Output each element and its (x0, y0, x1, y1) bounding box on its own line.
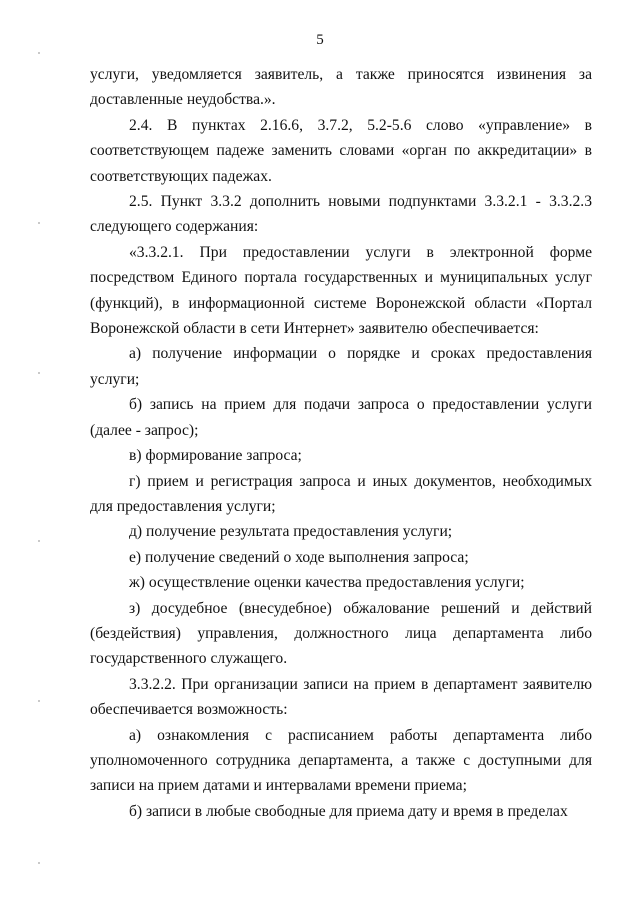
list-item-g: г) прием и регистрация запроса и иных документов, необходимых для предоставления услуги; (90, 472, 592, 515)
paragraph-3-3-2-2: 3.3.2.2. При организации записи на прием в департамент заявителю обеспечивается возможность: (90, 675, 592, 719)
list-item-v: в) формирование запроса; (129, 447, 302, 465)
scan-mark (38, 222, 40, 224)
scan-mark (38, 52, 40, 54)
document-body (90, 62, 592, 824)
list-item-b: б) запись на прием для подачи запроса о предоставлении услуги (далее - запрос); (90, 396, 592, 439)
list-item-e: е) получение сведений о ходе выполнения запроса; (129, 548, 469, 566)
list-item-d: д) получение результата предоставления услуги; (129, 523, 453, 541)
list-item-zh: ж) осуществление оценки качества предоставления услуги; (129, 574, 525, 592)
scan-mark (38, 372, 40, 374)
list-item-z: з) досудебное (внесудебное) обжалование решений и действий (бездействия) управления, должностного лица департамента либо государственного служащего. (90, 599, 592, 668)
scan-mark (38, 540, 40, 542)
scan-mark (38, 862, 40, 864)
paragraph-3-3-2-1: «3.3.2.1. При предоставлении услуги в электронной форме посредством Единого портала государственных и муниципальных услуг (функций), в информационной системе Воронежской области «Портал Воронежской области в сети Интернет» заявителю обеспечивается: (90, 243, 592, 338)
scan-mark (38, 700, 40, 702)
page-number: 5 (316, 32, 324, 48)
list-item-a: а) получение информации о порядке и сроках предоставления услуги; (90, 345, 592, 388)
paragraph-continuation: услуги, уведомляется заявитель, а также приносятся извинения за доставленные неудобства.». (90, 66, 592, 109)
paragraph-2-5: 2.5. Пункт 3.3.2 дополнить новыми подпунктами 3.3.2.1 - 3.3.2.3 следующего содержания: (90, 193, 592, 236)
list-item-a-2: а) ознакомления с расписанием работы департамента либо уполномоченного сотрудника департамента, а также с доступными для записи на прием датами и интервалами времени приема; (90, 726, 592, 795)
list-item-b-2: б) записи в любые свободные для приема дату и время в пределах (129, 802, 568, 820)
paragraph-2-4: 2.4. В пунктах 2.16.6, 3.7.2, 5.2-5.6 слово «управление» в соответствующем падеже заменить словами «орган по аккредитации» в соответствующих падежах. (90, 116, 592, 185)
